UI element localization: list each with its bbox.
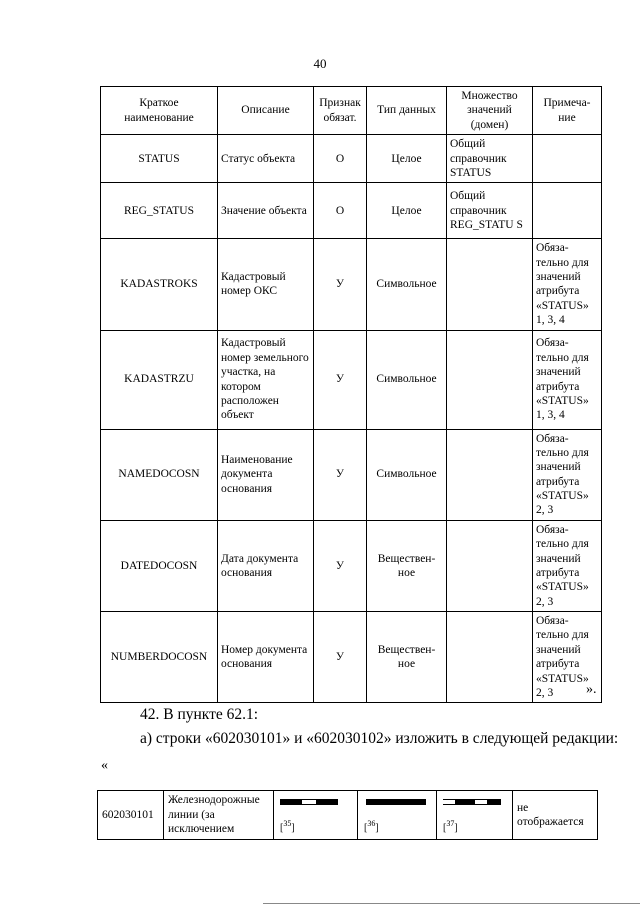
paragraph-item: 42. В пункте 62.1:: [140, 706, 259, 723]
cell-domain: [447, 239, 533, 330]
header-mandatory: Признак обязат.: [314, 87, 367, 135]
cell-domain: Общий справочник REG_STATU S: [447, 183, 533, 239]
cell-name: DATEDOCOSN: [101, 520, 218, 611]
cell-mandatory: У: [314, 520, 367, 611]
cell-domain: [447, 330, 533, 429]
header-short-name: Краткое наименование: [101, 87, 218, 135]
cell-name: STATUS: [101, 135, 218, 183]
railway-line-symbol: [443, 799, 501, 805]
cell-note: Обяза-тельно для значений атрибута «STATUS» 2, 3: [533, 612, 602, 703]
cell-name: KADASTRZU: [101, 330, 218, 429]
table-row: [101, 612, 602, 703]
cell-mandatory: О: [314, 135, 367, 183]
cell-domain: Общий справочник STATUS: [447, 135, 533, 183]
cell-note: Обяза-тельно для значений атрибута «STATUS» 2, 3: [533, 429, 602, 520]
paragraph-sub: а) строки «602030101» и «602030102» изложить в следующей редакции:: [140, 730, 619, 747]
line-symbol-cell: [$^{35}$]: [274, 791, 358, 840]
footnote-ref: 35: [283, 819, 292, 829]
cell-type: Веществен-ное: [367, 612, 447, 703]
table-row: [101, 239, 602, 330]
cell-name: NUMBERDOCOSN: [101, 612, 218, 703]
cell-code: 602030101: [98, 791, 164, 840]
cell-layer-name: Железнодорожные линии (за исключением: [164, 791, 274, 840]
cell-domain: [447, 612, 533, 703]
cell-description: Кадастровый номер ОКС: [218, 239, 314, 330]
cell-domain: [447, 520, 533, 611]
opening-quote: «: [101, 758, 108, 773]
attributes-table: [100, 86, 602, 703]
header-note: Примеча-ние: [533, 87, 602, 135]
table-row: [98, 791, 598, 840]
line-symbol-cell: [$^{37}$]: [437, 791, 513, 840]
cell-domain: [447, 429, 533, 520]
cell-mandatory: У: [314, 330, 367, 429]
cell-note: [533, 183, 602, 239]
cell-mandatory: У: [314, 429, 367, 520]
table-row: [101, 520, 602, 611]
table-row: [101, 135, 602, 183]
cell-name: KADASTROKS: [101, 239, 218, 330]
cell-type: Целое: [367, 135, 447, 183]
cell-description: Значение объекта: [218, 183, 314, 239]
table-row: [101, 183, 602, 239]
cell-mandatory: О: [314, 183, 367, 239]
layer-table: [97, 790, 598, 840]
cell-mandatory: У: [314, 239, 367, 330]
bottom-rule: [263, 903, 640, 904]
cell-note: [533, 135, 602, 183]
cell-note: Обяза-тельно для значений атрибута «STATUS» 1, 3, 4: [533, 239, 602, 330]
railway-line-symbol: [280, 799, 338, 805]
cell-note: Обяза-тельно для значений атрибута «STATUS» 2, 3: [533, 520, 602, 611]
cell-type: Символьное: [367, 330, 447, 429]
cell-description: Кадастровый номер земельного участка, на котором расположен объект: [218, 330, 314, 429]
cell-type: Веществен-ное: [367, 520, 447, 611]
table-row: [101, 330, 602, 429]
cell-description: Статус объекта: [218, 135, 314, 183]
footnote-ref: 36: [367, 819, 376, 829]
cell-display: не отображается: [513, 791, 598, 840]
cell-type: Символьное: [367, 429, 447, 520]
cell-name: REG_STATUS: [101, 183, 218, 239]
footnote-ref: 37: [446, 819, 455, 829]
table-header-row: [101, 87, 602, 135]
thick-line-symbol: [366, 799, 426, 805]
cell-type: Символьное: [367, 239, 447, 330]
closing-quote: ».: [586, 682, 597, 697]
cell-name: NAMEDOCOSN: [101, 429, 218, 520]
cell-description: Номер документа основания: [218, 612, 314, 703]
header-data-type: Тип данных: [367, 87, 447, 135]
cell-description: Дата документа основания: [218, 520, 314, 611]
table-row: [101, 429, 602, 520]
cell-mandatory: У: [314, 612, 367, 703]
header-description: Описание: [218, 87, 314, 135]
cell-type: Целое: [367, 183, 447, 239]
line-symbol-cell: [$^{36}$]: [358, 791, 437, 840]
page-number: 40: [313, 56, 327, 71]
header-domain: Множество значений (домен): [447, 87, 533, 135]
cell-note: Обяза-тельно для значений атрибута «STATUS» 1, 3, 4: [533, 330, 602, 429]
cell-description: Наименование документа основания: [218, 429, 314, 520]
